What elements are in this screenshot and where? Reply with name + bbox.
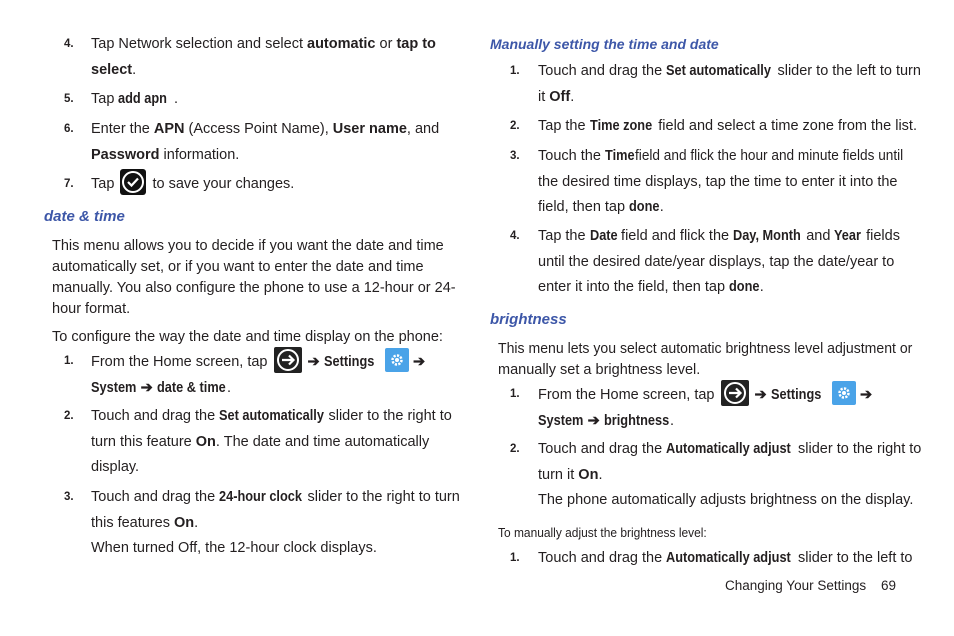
date-time-description: This menu allows you to decide if you want the date and time automatically set, or if you want to enter the date and time manually. You also configure the phone to use a 12-hour or 24- hour format.: [52, 238, 456, 317]
step-number: 1.: [64, 355, 74, 367]
date-time-intro: To configure the way the date and time display on the phone:: [52, 329, 443, 345]
subsection-heading-manual: Manually setting the time and date: [490, 36, 719, 52]
step-number: 4.: [64, 38, 74, 50]
arrow-circle-icon: [274, 347, 302, 373]
step-number: 2.: [510, 120, 520, 132]
step-number: 1.: [510, 65, 520, 77]
section-heading-date-time: date & time: [44, 208, 125, 225]
step-number: 4.: [510, 230, 520, 242]
gear-icon: [832, 381, 856, 405]
footer-section-title: Changing Your Settings: [725, 578, 867, 593]
step-number: 7.: [64, 178, 74, 190]
checkmark-icon: [120, 169, 146, 195]
step-number: 5.: [64, 93, 74, 105]
page-number: 69: [881, 578, 897, 593]
step-number: 3.: [64, 491, 74, 503]
arrow-circle-icon: [721, 380, 749, 406]
gear-icon: [385, 348, 409, 372]
step-number: 3.: [510, 150, 520, 162]
section-heading-brightness: brightness: [490, 311, 567, 328]
step-number: 1.: [510, 552, 520, 564]
step-number: 2.: [64, 410, 74, 422]
step-number: 2.: [510, 443, 520, 455]
brightness-manual-intro: To manually adjust the brightness level:: [498, 525, 707, 540]
brightness-description: This menu lets you select automatic brightness level adjustment or manually set a brightness level.: [498, 341, 913, 378]
step-number: 6.: [64, 123, 74, 135]
step-number: 1.: [510, 388, 520, 400]
